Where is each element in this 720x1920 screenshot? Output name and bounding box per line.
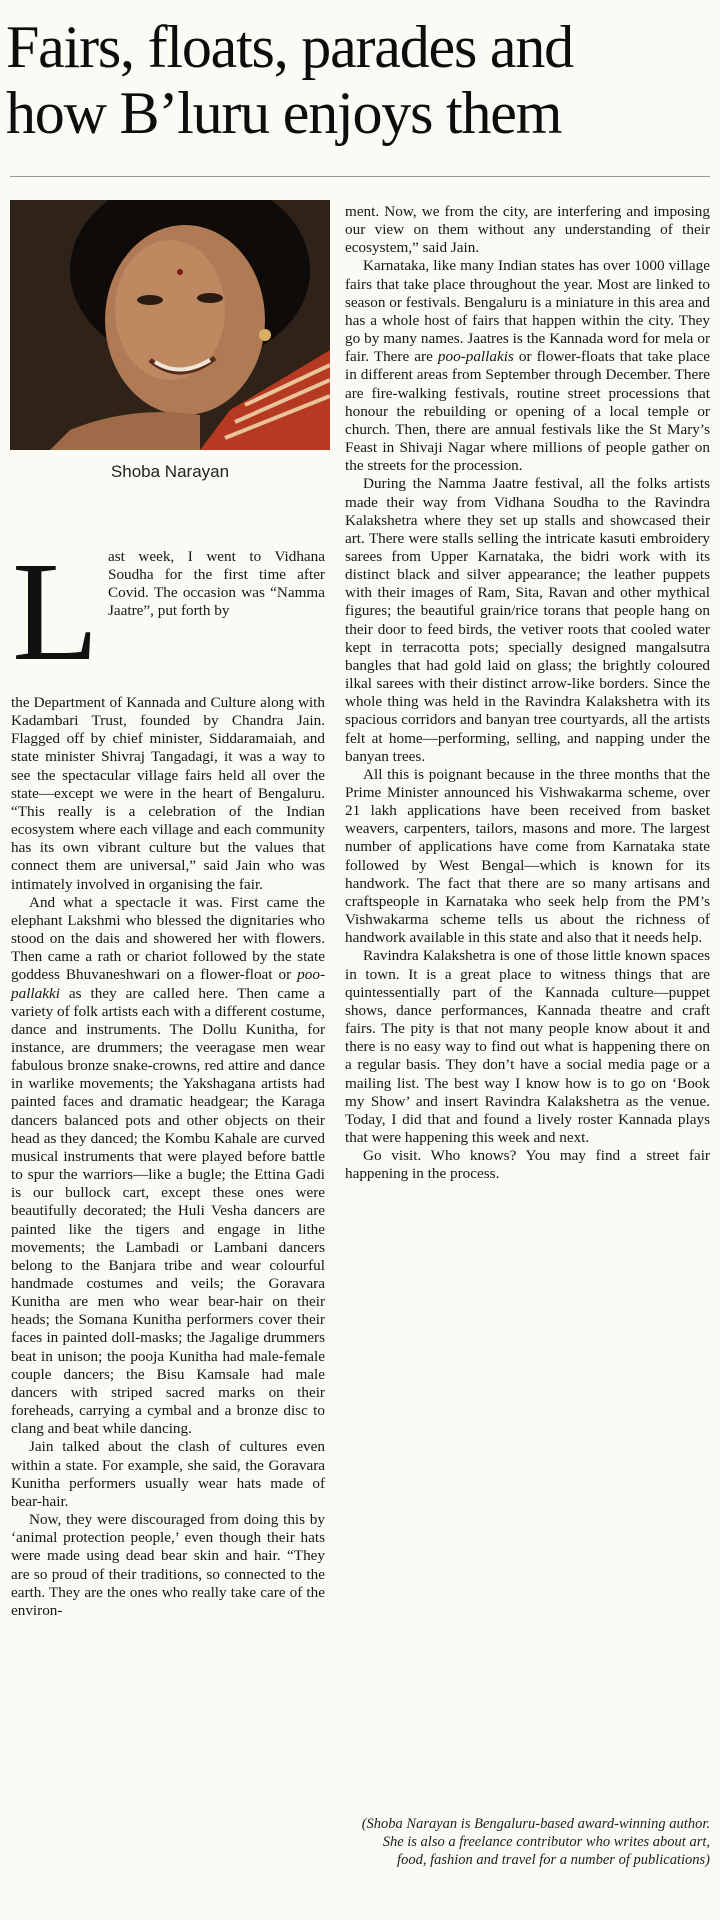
article-paragraph: During the Namma Jaatre festival, all the folks artists made their way from Vidhana Soudha to the Ravindra Kalakshetra where they set up stalls and showcased their art. There were stalls selling the intricate kasuti embroidery sarees from Upper Karnataka, the bidri work with its distinct black and silver appearance; the leather puppets with their images of Ram, Sita, Ravan and other mythical figures; the beautiful grain/rice torans that people hang on their door to feed birds, the vetiver roots that cooled water kept in terracotta pots; specially designed mangalsutra bangles that had gold laid on glass; the brightly coloured ilkal sarees with their distinct arrow-like borders. Since the whole thing was held in the Ravindra Kalakshetra with its spacious corridors and banyan tree courtyards, all the artists felt at home—performing, selling, and napping under the banyan trees.	[345, 475, 710, 765]
article-paragraph: ment. Now, we from the city, are interfering and imposing our view on them without any understanding of their ecosystem,” said Jain.	[345, 203, 710, 257]
article-paragraph: Go visit. Who knows? You may find a street fair happening in the process.	[345, 1147, 710, 1183]
article-paragraph: Ravindra Kalakshetra is one of those little known spaces in town. It is a great place to witness things that are quintessentially part of the Kannada culture—puppet shows, dance performances, Kannada theatre and craft fairs. The pity is that not many people know about it and there is no easy way to find out what is happening there on a regular basis. They don’t have a social media page or a mailing list. The best way I know how is to go on ‘Book my Show’ and insert Ravindra Kalakshetra as the venue. Today, I did that and found a lively roster Kannada plays that were happening this week and next.	[345, 947, 710, 1146]
drop-cap: L	[12, 532, 99, 690]
article-paragraph	[345, 257, 710, 475]
article-paragraph	[11, 894, 325, 1439]
headline-line-1: Fairs, floats, parades and	[6, 14, 573, 80]
article-paragraph: All this is poignant because in the three months that the Prime Minister announced his Vishwakarma scheme, over 21 lakh applications have been received from basket weavers, carpenters, tailors, masons and more. The largest number of applications have come from Karnataka state followed by West Bengal—which is known for its handwork. The fact that there are so many artisans and craftspeople in Karnataka who seek help from the PM’s Vishwakarma scheme tells us about the richness of handwork available in this state and also that it needs help.	[345, 765, 710, 947]
article-paragraph: Jain talked about the clash of cultures even within a state. For example, she said, the Goravara Kunitha performers usually wear hats made of bear-hair.	[11, 1438, 325, 1510]
author-bio-note: (Shoba Narayan is Bengaluru-based award-winning author. She is also a freelance contributor who writes about art, food, fashion and travel for a number of publications)	[361, 1816, 710, 1868]
article-paragraph-intro: ast week, I went to Vidhana Soudha for the first time after Covid. The occasion was “Namma Jaatre”, put forth by	[108, 548, 325, 620]
article-left-top	[108, 548, 325, 621]
text-run: Karnataka, like many Indian states has over 1000 village fairs that take place throughout the year. Most are linked to season or festivals. Bengaluru is a miniature in this area and has a whole host of fairs that happen within the city. They go by many names. Jaatres is the Kannada word for mela or fair. There are	[345, 257, 710, 366]
italic-term: poo-pallakis	[437, 348, 514, 366]
article-right-column	[345, 203, 710, 1183]
text-run: or flower-floats that take place in different areas from September through December. There are fire-walking festivals, routine street processions that honour the rebuilding or opening of a local temple or church. Then, there are annual festivals like the St Mary’s Feast in Shivaji Nagar where millions of people gather on the streets for the procession.	[345, 348, 711, 475]
article-paragraph: the Department of Kannada and Culture along with Kadambari Trust, founded by Chandra Jain. Flagged off by chief minister, Siddaramaiah, and state minister Shivraj Tangadagi, it was a way to see the spectacular village fairs held all over the state—except we were in the heart of Bengaluru. “This really is a celebration of the Indian ecosystem where each village and each community has its own vibrant culture but the values that connect them are universal,” said Jain who was intimately involved in organising the fair.	[11, 694, 325, 893]
headline	[6, 14, 718, 146]
headline-line-2: how B’luru enjoys them	[6, 80, 562, 146]
portrait-illustration	[10, 200, 330, 450]
article-left-column	[11, 694, 325, 1620]
author-byline: Shoba Narayan	[110, 462, 230, 481]
headline-rule	[10, 176, 710, 177]
italic-term: poo-pallakki	[11, 966, 326, 1002]
article-paragraph: Now, they were discouraged from doing this by ‘animal protection people,’ even though their hats were made using dead bear skin and hair. “They are so proud of their traditions, so connected to the earth. They are the ones who really take care of the environ-	[11, 1511, 325, 1619]
text-run: as they are called here. Then came a variety of folk artists each with a different costume, dance and instruments. The Dollu Kunitha, for instance, are drummers; the veeragase men wear fabulous bronze snake-crowns, red attire and dance in warlike movements; the Yakshagana artists had painted faces and dramatic headgear; the Karaga dancers balanced pots and other objects on their head as they danced; the Kombu Kahale are curved musical instruments that were played before battle to spur the warriors—like a bugle; the Ettina Gadi is our bullock cart, except these ones were beautifully decorated; the Huli Vesha dancers are painted like the tigers and engage in lithe movements; the Lambadi or Lambani dancers belong to the Banjara tribe and wear colourful handmade costumes and veils; the Goravara Kunitha are men who wear bear-hair on their heads; the Somana Kunitha performers cover their faces in painted doll-masks; the Jagalige drummers beat in unison; the pooja Kunitha had male-female couple dancers; the Bisu Kamsale had male dancers with striped sacred marks on their foreheads, carrying a cymbal and a bronze disc to clang and beat while dancing.	[11, 984, 326, 1438]
author-portrait-photo	[10, 200, 330, 450]
text-run: And what a spectacle it was. First came the elephant Lakshmi who blessed the dignitaries who stood on the dais and showered her with flowers. Then came a rath or chariot followed by the state goddess Bhuvaneshwari on a flower-float or	[11, 893, 325, 984]
